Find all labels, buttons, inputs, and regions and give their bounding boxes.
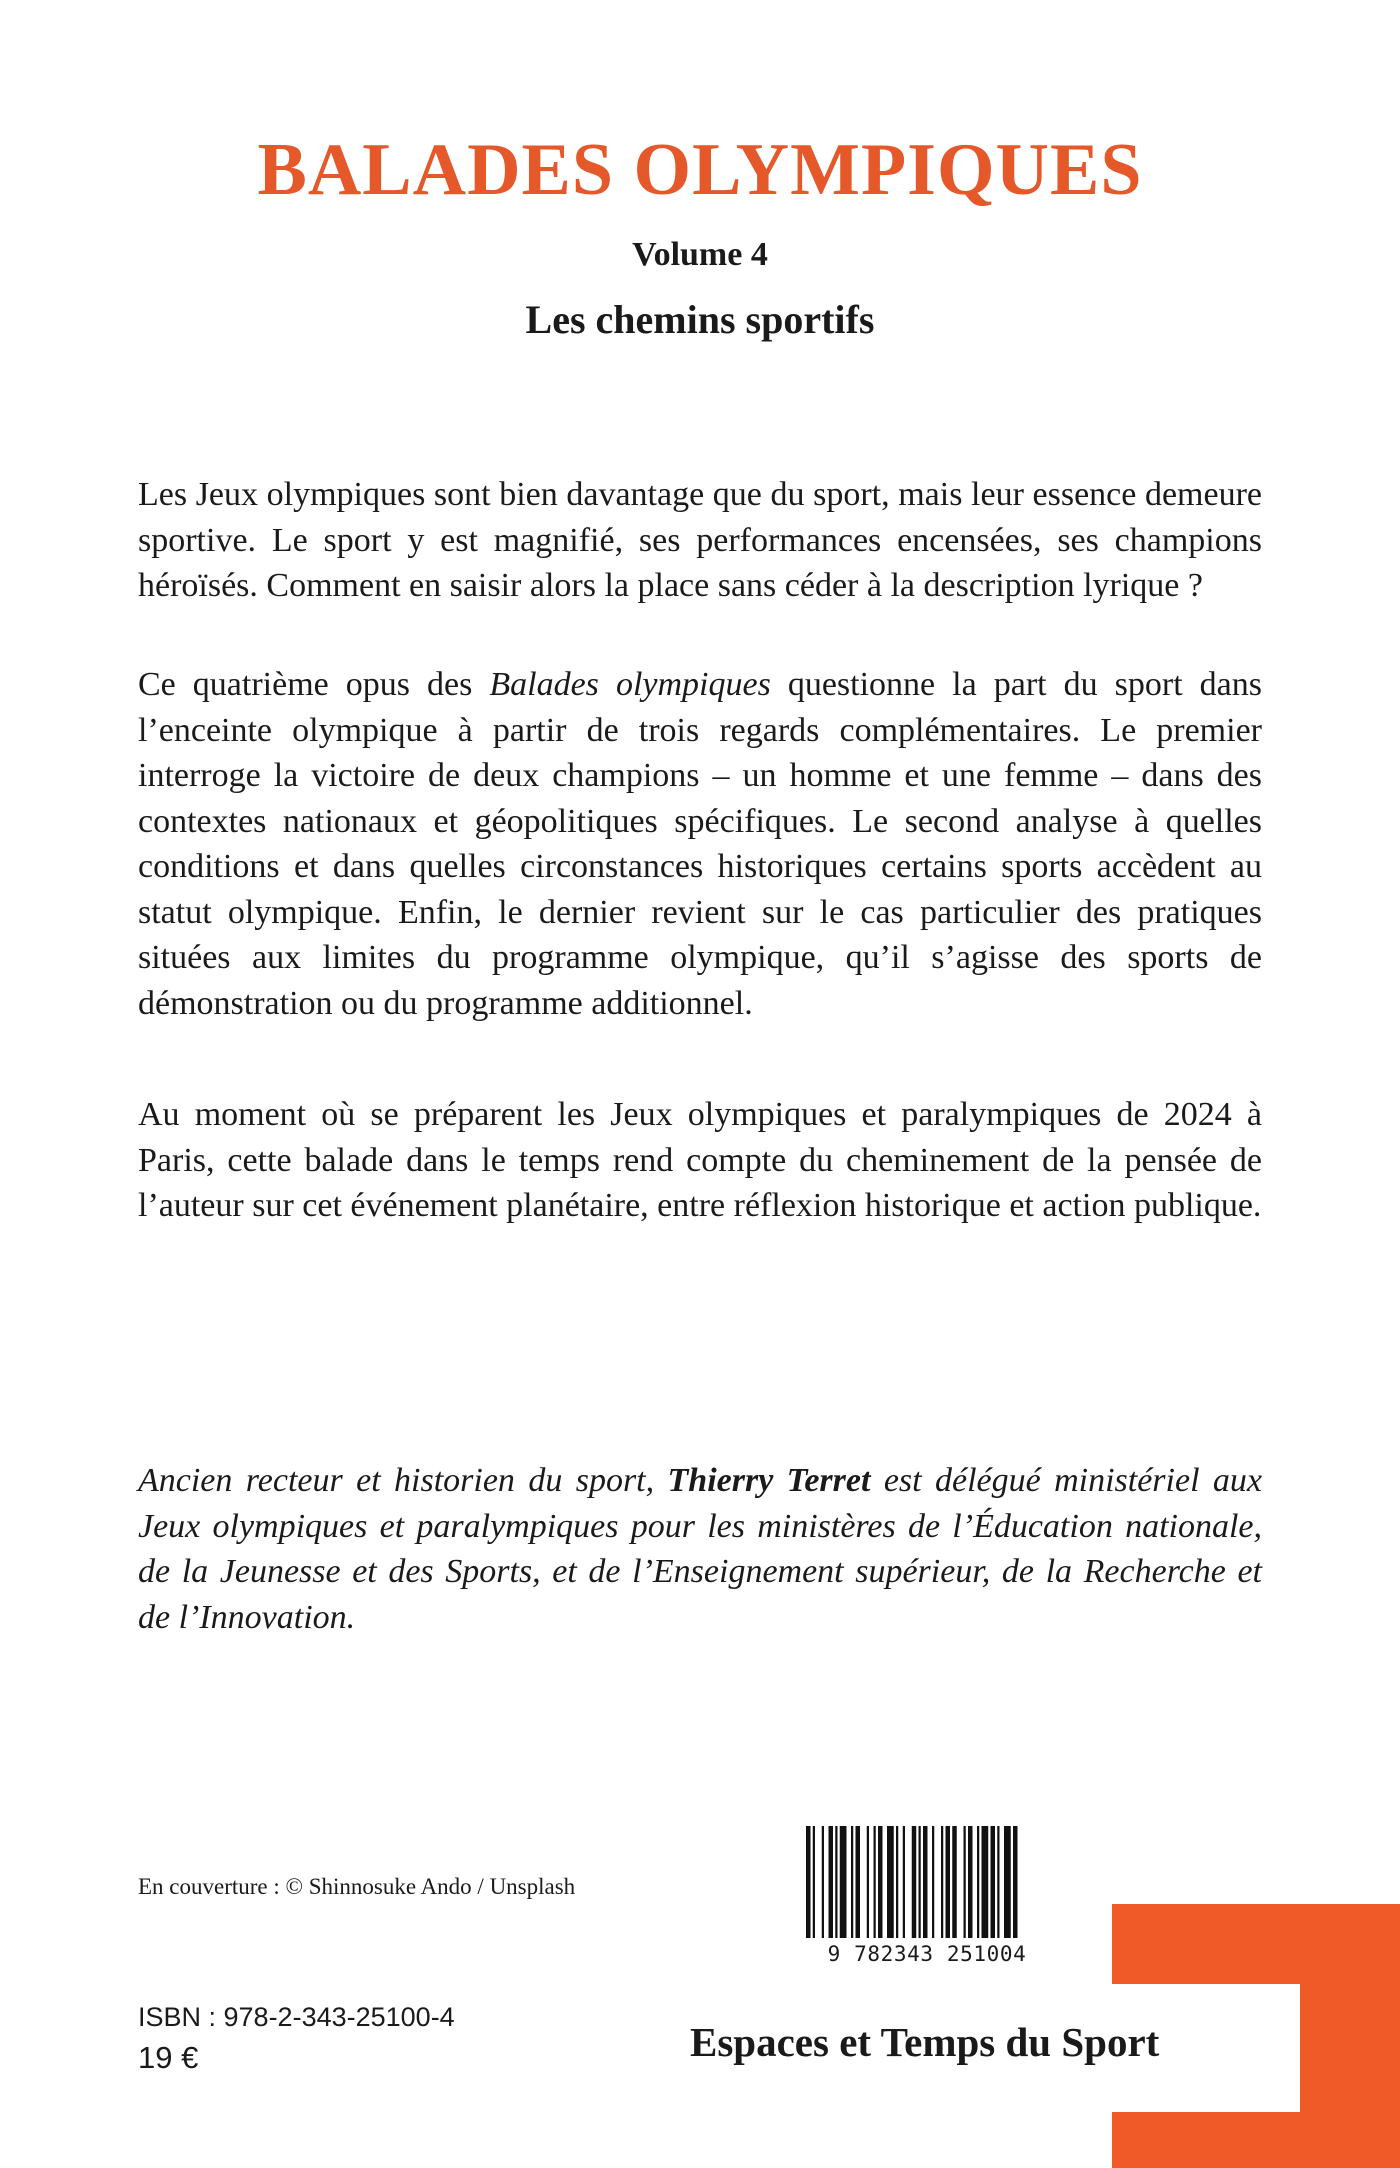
barcode-bar	[1004, 1826, 1011, 1938]
bio-lead: Ancien recteur et historien du sport,	[138, 1462, 668, 1499]
barcode-bar	[997, 1826, 999, 1938]
bio-rest: est délégué ministériel aux Jeux olympiques et paralympiques pour les ministères de l’Éducation nationale, de la Jeunesse et des Sports, et de l’Enseignement supérieur, de la Recherche et de l’Innovation.	[138, 1462, 1262, 1636]
barcode-bar	[932, 1826, 934, 1938]
barcode-bar	[835, 1826, 837, 1938]
series-reference: Balades olympiques	[489, 666, 771, 703]
barcode-bar	[856, 1826, 861, 1938]
paragraph2-rest: questionne la part du sport dans l’enceinte olympique à partir de trois regards complémentaires. Le premier interroge la victoire de deux champions – un homme et une femme – dans des contextes nationaux et géopolitiques spécifiques. Le second analyse à quelles conditions et dans quelles circonstances historiques certains sports accèdent au statut olympique. Enfin, le dernier revient sur le cas particulier des pratiques situées aux limites du programme olympique, qu’il s’agisse des sports de démonstration ou du programme additionnel.	[138, 666, 1262, 1022]
volume-number: Volume 4	[632, 236, 768, 273]
barcode-bar	[829, 1826, 834, 1938]
barcode-bar	[912, 1826, 917, 1938]
barcode-bar	[840, 1826, 847, 1938]
blurb-paragraph-3	[138, 1092, 1262, 1229]
barcode-bar	[977, 1826, 979, 1938]
barcode	[792, 1826, 1062, 1974]
barcode-bar	[874, 1826, 876, 1938]
author-name: Thierry Terret	[667, 1462, 871, 1499]
barcode-bar	[991, 1826, 996, 1938]
barcode-bar	[851, 1826, 853, 1938]
blurb-paragraph-2-text	[138, 662, 1262, 1026]
barcode-bars	[792, 1826, 1062, 1942]
book-title: BALADES OLYMPIQUES	[257, 129, 1143, 211]
barcode-bar	[941, 1826, 943, 1938]
barcode-bar	[964, 1826, 966, 1938]
book-subtitle: Les chemins sportifs	[525, 297, 875, 342]
paragraph2-lead: Ce quatrième opus des	[138, 666, 490, 703]
barcode-digits: 9 782343 251004	[827, 1942, 1027, 1966]
blurb-paragraph-3-text: Au moment où se préparent les Jeux olympiques et paralympiques de 2024 à Paris, cette balade dans le temps rend compte du cheminement de la pensée de l’auteur sur cet événement planétaire, entre réflexion historique et action publique.	[138, 1096, 1262, 1224]
blurb-paragraph-1-text: Les Jeux olympiques sont bien davantage que du sport, mais leur essence demeure sportive. Le sport y est magnifié, ses performances encensées, ses champions héroïsés. Comment en saisir alors la place sans céder à la description lyrique ?	[138, 476, 1262, 604]
barcode-bar	[806, 1826, 811, 1938]
barcode-bar	[896, 1826, 898, 1938]
blurb-paragraph-1	[138, 472, 1262, 609]
barcode-bar	[946, 1826, 951, 1938]
barcode-bar	[867, 1826, 869, 1938]
barcode-bar	[923, 1826, 928, 1938]
price: 19 €	[138, 2040, 199, 2075]
barcode-bar	[919, 1826, 921, 1938]
isbn: ISBN : 978-2-343-25100-4	[138, 2002, 455, 2032]
barcode-bar	[813, 1826, 815, 1938]
barcode-bar	[878, 1826, 883, 1938]
author-bio	[138, 1458, 1262, 1640]
barcode-bar	[982, 1826, 989, 1938]
blurb-paragraph-2	[138, 662, 1262, 1026]
barcode-bar	[887, 1826, 894, 1938]
barcode-bar	[1013, 1826, 1018, 1938]
cover-credit: En couverture : © Shinnosuke Ando / Unsplash	[138, 1874, 576, 1899]
barcode-bar	[822, 1826, 824, 1938]
series-name: Espaces et Temps du Sport	[690, 2019, 1160, 2065]
barcode-bar	[903, 1826, 905, 1938]
barcode-bar	[968, 1826, 973, 1938]
barcode-bar	[952, 1826, 957, 1938]
